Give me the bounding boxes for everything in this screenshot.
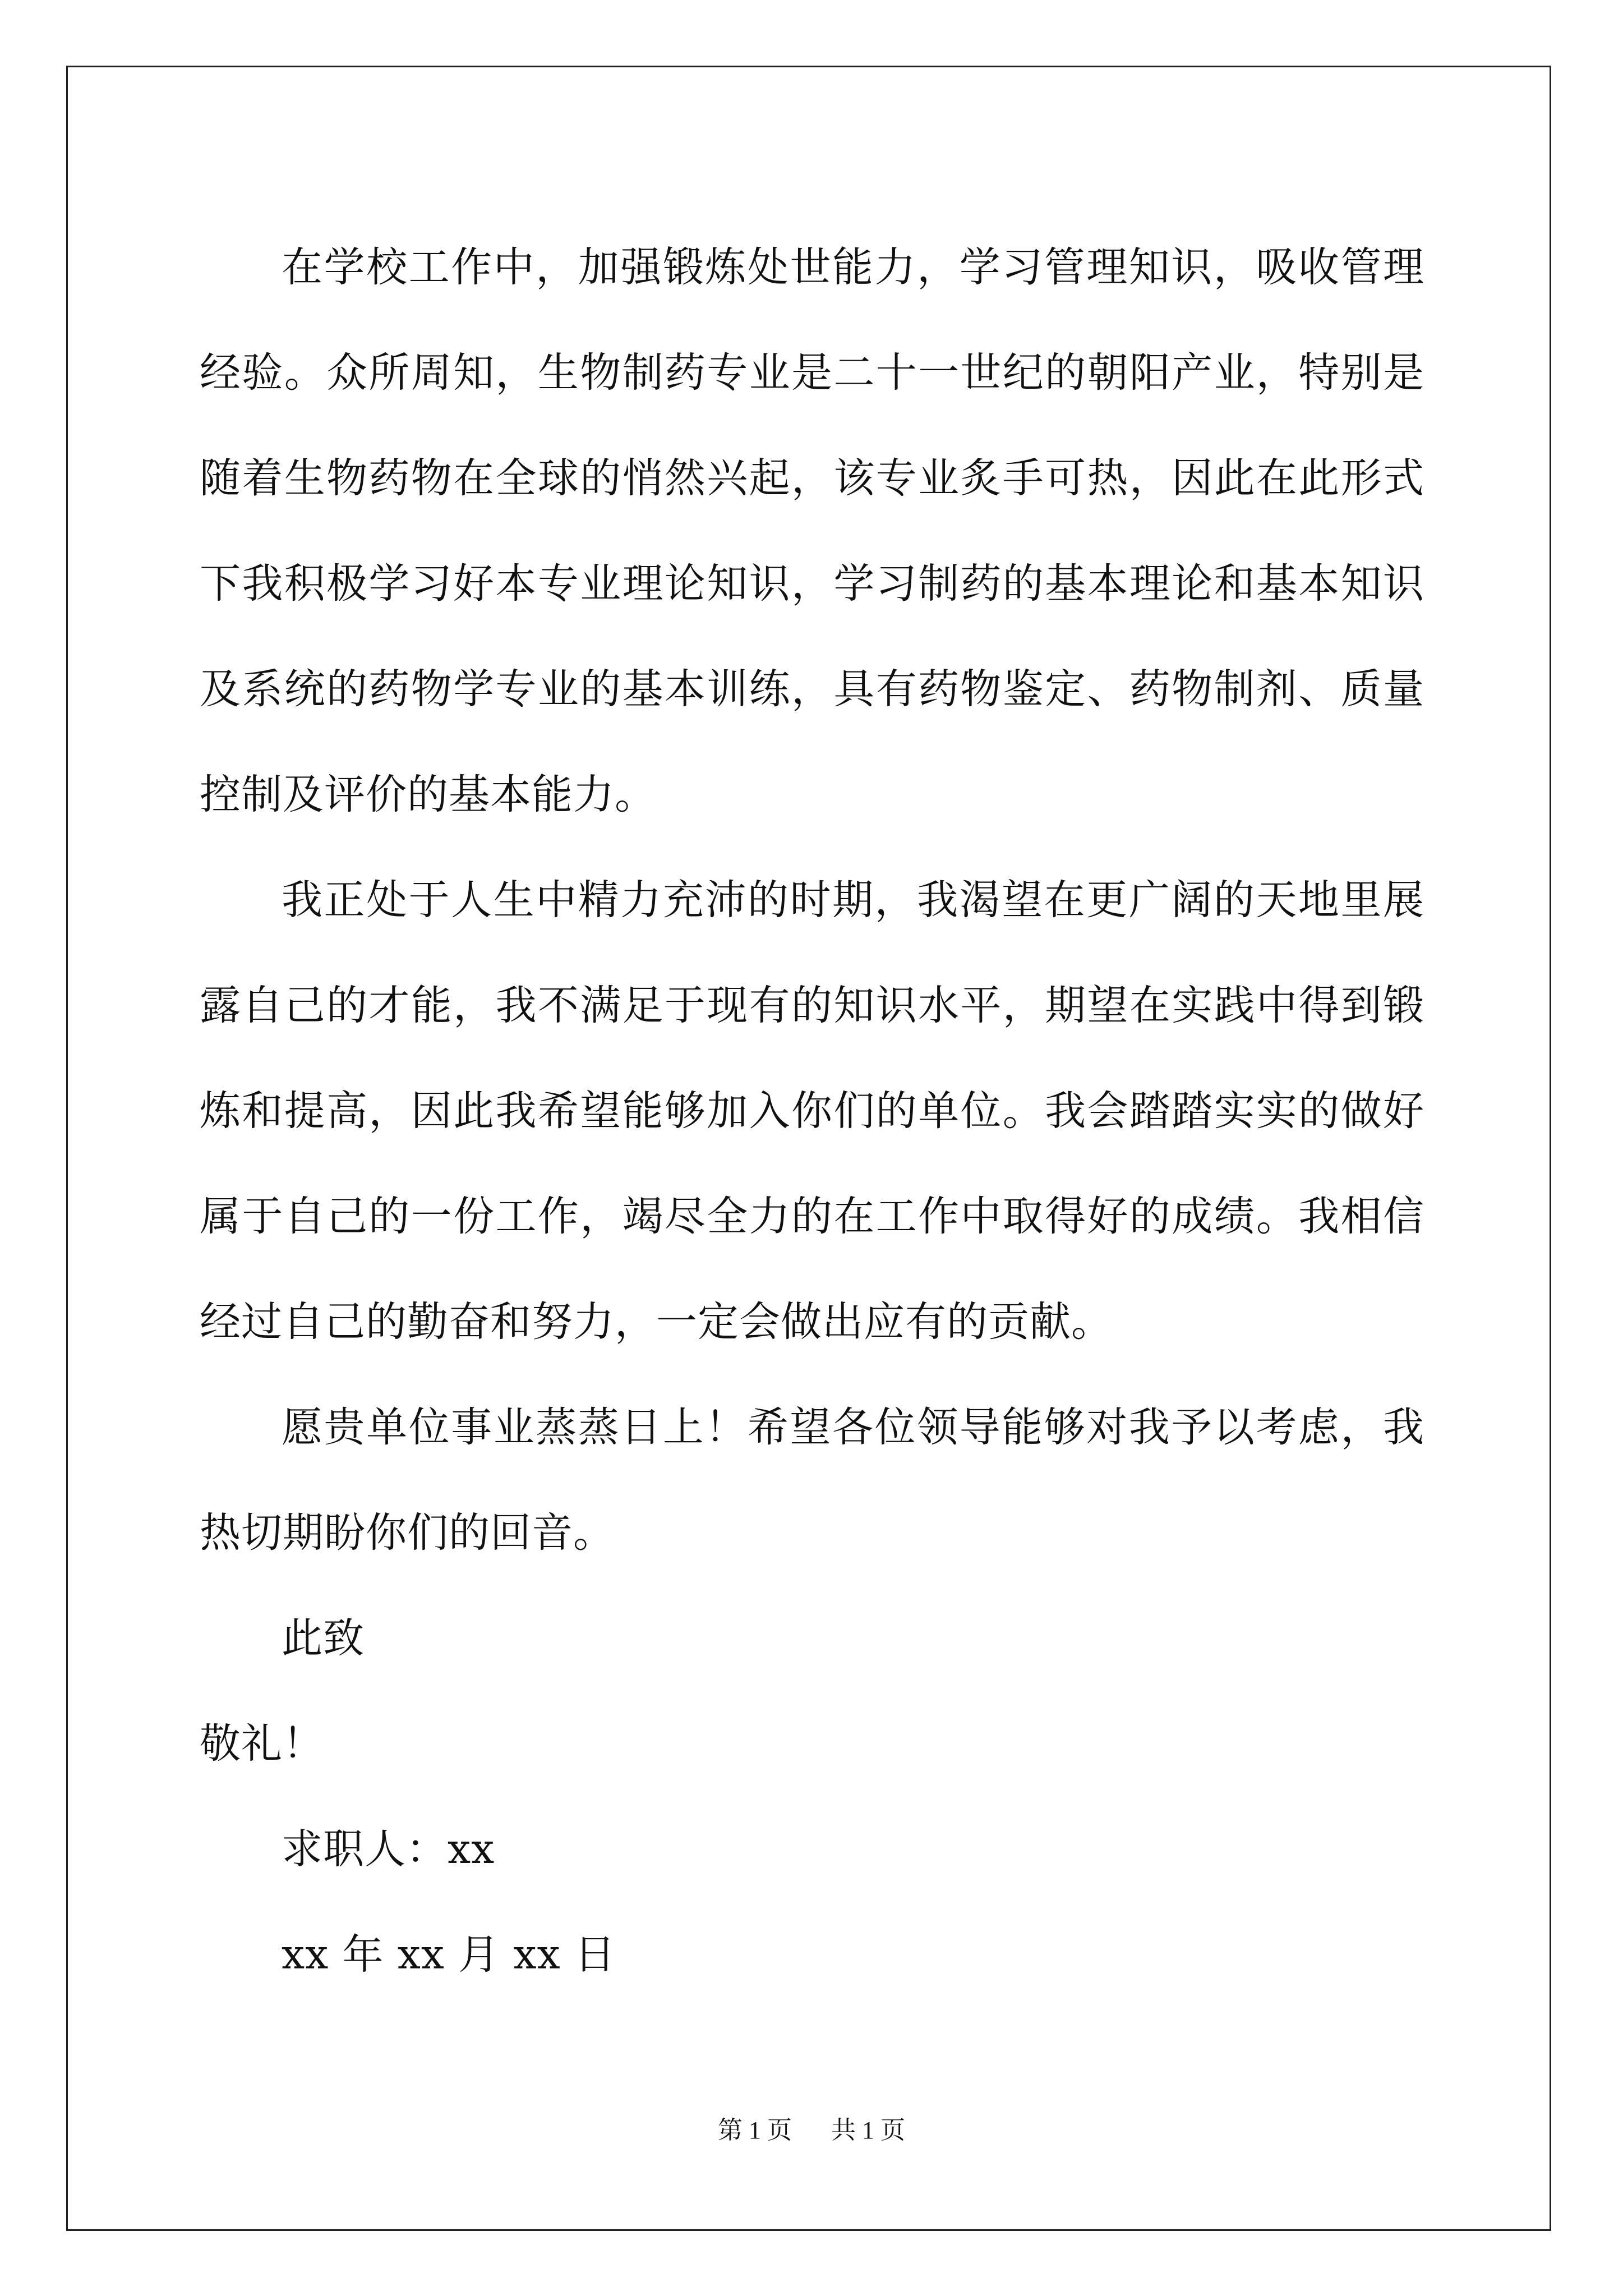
paragraph-wishes: 愿贵单位事业蒸蒸日上！希望各位领导能够对我予以考虑，我热切期盼你们的回音。 [200,1404,1424,1557]
page-number: 第 1 页 [718,2116,792,2144]
salutation: 敬礼！ [200,1720,324,1768]
paragraph-aspiration: 我正处于人生中精力充沛的时期，我渴望在更广阔的天地里展露自己的才能，我不满足于现有的知识水平，期望在实践中得到锻炼和提高，因此我希望能够加入你们的单位。我会踏踏实实的做好属于自己的一份工作，竭尽全力的在工作中取得好的成绩。我相信经过自己的勤奋和努力，一定会做出应有的贡献。 [200,876,1424,1346]
page-total: 共 1 页 [831,2116,905,2144]
letter-body [200,215,1424,2008]
date-line: xx 年 xx 月 xx 日 [282,1931,616,1978]
page-footer [0,2114,1623,2147]
closing-phrase: 此致 [282,1614,365,1662]
signature: 求职人：xx [282,1825,495,1873]
paragraph-study: 在学校工作中，加强锻炼处世能力，学习管理知识，吸收管理经验。众所周知，生物制药专业是二十一世纪的朝阳产业，特别是随着生物药物在全球的悄然兴起，该专业炙手可热，因此在此形式下我积极学习好本专业理论知识，学习制药的基本理论和基本知识及系统的药物学专业的基本训练，具有药物鉴定、药物制剂、质量控制及评价的基本能力。 [200,243,1424,818]
